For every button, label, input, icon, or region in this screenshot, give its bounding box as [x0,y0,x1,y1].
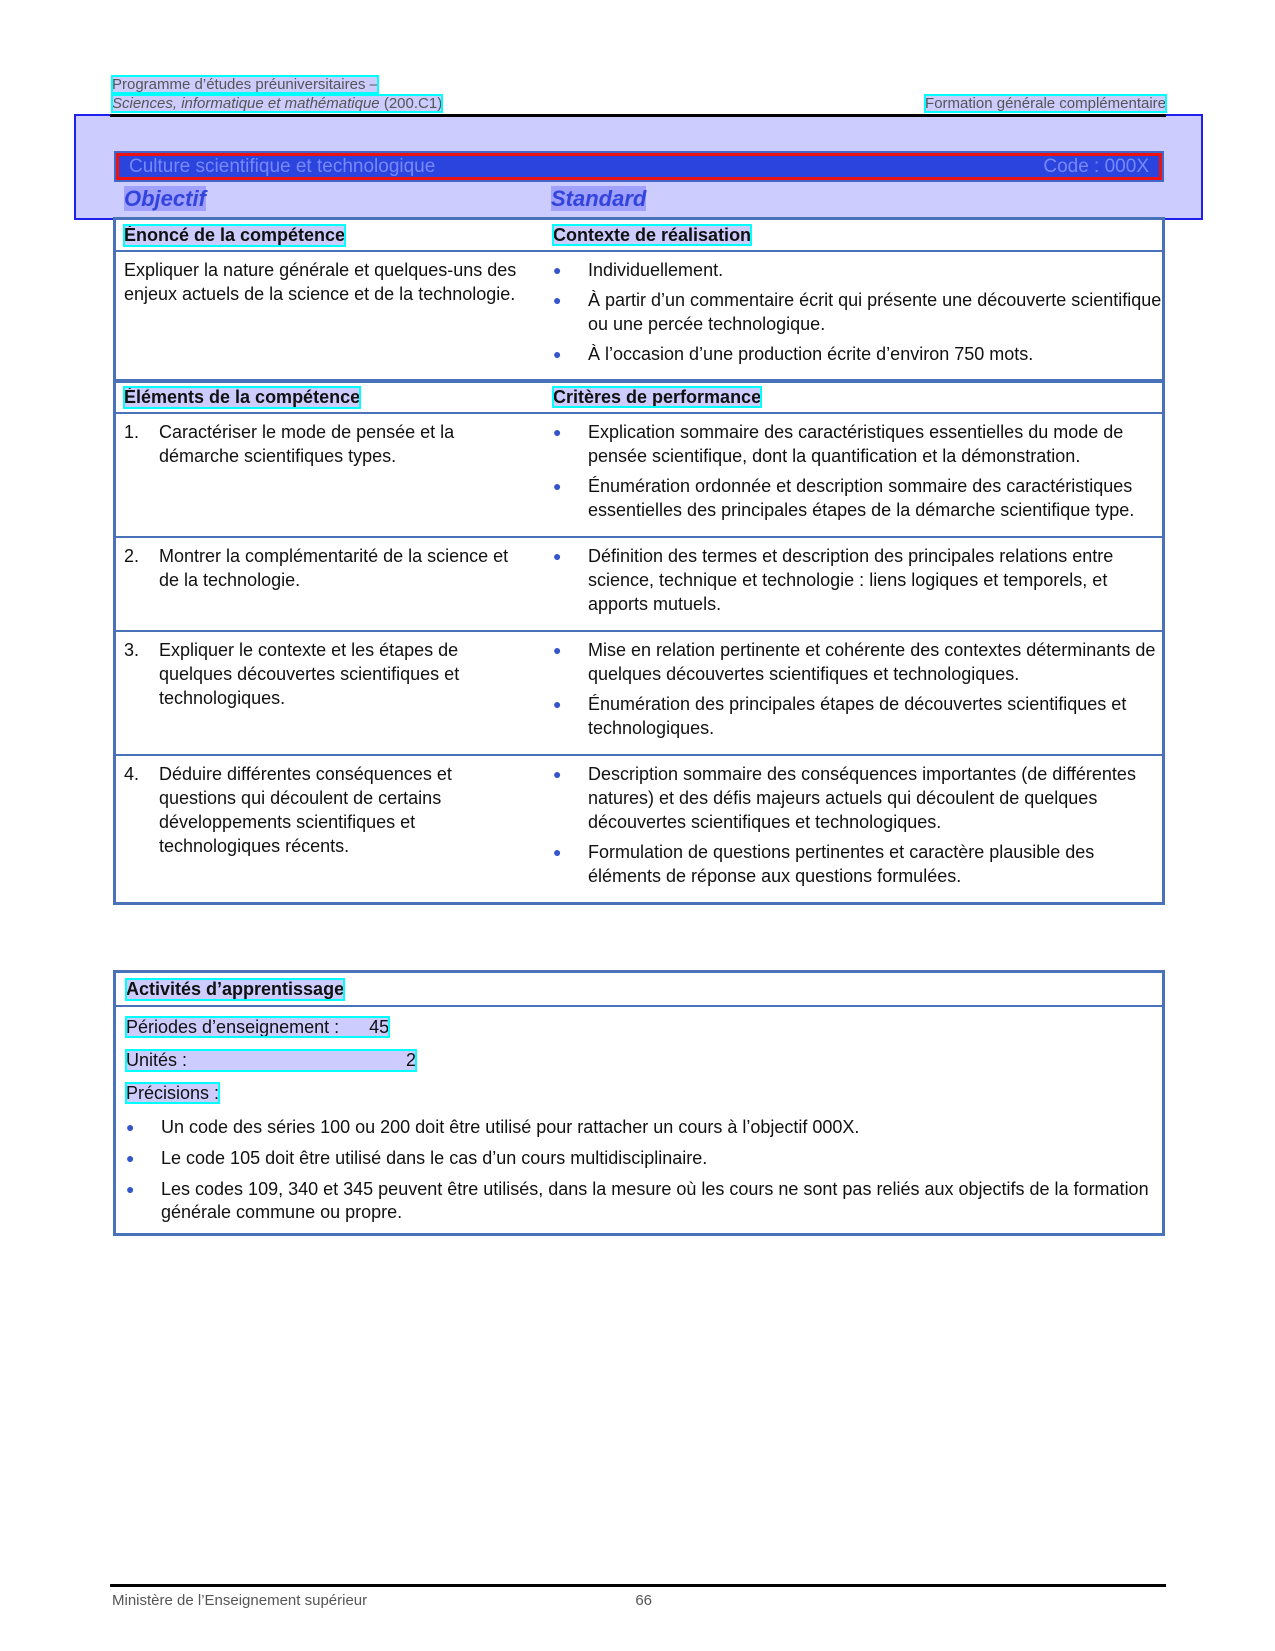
bullet-icon: ● [126,1181,135,1197]
competence-table [113,217,1165,383]
unites: Unités : 2 [126,1050,416,1070]
elements-table [113,379,1165,905]
elements-heading: Éléments de la compétence [124,386,361,407]
header-program-code: (200.C1) [379,95,443,112]
header-program-name: Sciences, informatique et mathématique [112,95,380,112]
bullet-icon: ● [553,478,562,494]
precision-item: ● Le code 105 doit être utilisé dans le cas d’un cours multidisciplinaire. [126,1148,708,1168]
element-row: 2. Montrer la complémentarité de la science et de la technologie. ● Définition des termes et description des principales relations entre science, technique et technologie : liens logiques et temporels, et apports mutuels. [116,538,1162,632]
activites-heading: Activités d’apprentissage [126,978,345,999]
bullet-icon: ● [553,346,562,362]
bullet-icon: ● [553,844,562,860]
course-title: Culture scientifique et technologique [129,155,436,177]
bullet-icon: ● [126,1119,135,1135]
bullet-icon: ● [553,548,562,564]
precisions-label: Précisions : [126,1083,220,1103]
standard-heading: Standard [551,186,647,211]
enonce-heading: Énoncé de la compétence [124,224,346,245]
precision-item: ● Un code des séries 100 ou 200 doit être utilisé pour rattacher un cours à l’objectif 000X. [126,1117,860,1137]
course-code: Code : 000X [1043,155,1149,177]
bullet-icon: ● [553,642,562,658]
element-row: 3. Expliquer le contexte et les étapes de quelques découvertes scientifiques et technologiques. ● Mise en relation pertinente et cohérente des contextes déterminants de quelques découvertes scientifiques et technologiques. ● Énumération des principales étapes de découvertes scientifiques et technologiques. [116,632,1162,756]
contexte-item: ● À l’occasion d’une production écrite d’environ 750 mots. [553,344,1034,364]
contexte-heading: Contexte de réalisation [553,224,752,245]
element-row: 4. Déduire différentes conséquences et questions qui découlent de certains développements scientifiques et technologiques récents. ● Description sommaire des conséquences importantes (de différentes natures) et des défis majeurs actuels qui découlent de quelques découvertes scientifiques et technologiques. ● Formulation de questions pertinentes et caractère plausible des éléments de réponse aux questions formulées. [124,764,1136,886]
header-line2 [112,95,1166,112]
bullet-icon: ● [553,696,562,712]
contexte-item: ● Individuellement. [553,260,724,280]
bullet-icon: ● [553,292,562,308]
page-number: 66 [635,1592,652,1609]
periodes: Périodes d’enseignement : 45 [126,1017,390,1037]
precision-item: ● Les codes 109, 340 et 345 peuvent être utilisés, dans la mesure où les cours ne sont pas reliés aux objectifs de la formation générale commune ou propre. [126,1179,1149,1222]
footer [112,1592,652,1609]
bullet-icon: ● [553,766,562,782]
contexte-item: ● À partir d’un commentaire écrit qui présente une découverte scientifique ou une percée technologique. [553,290,1162,334]
bullet-icon: ● [126,1150,135,1166]
criteres-heading: Critères de performance [553,386,762,407]
footer-rule [110,1584,1166,1587]
header-rule [110,114,1166,117]
header-right: Formation générale complémentaire [925,95,1166,112]
enonce-text: Expliquer la nature générale et quelques-uns des enjeux actuels de la science et de la technologie. [124,260,517,304]
footer-ministry: Ministère de l’Enseignement supérieur [112,1592,368,1609]
element-row: 1. Caractériser le mode de pensée et la démarche scientifiques types. ● Explication sommaire des caractéristiques essentielles du mode de pensée scientifique, dont la quantification et la démonstration. ● Énumération ordonnée et description sommaire des caractéristiques essentielles des principales étapes de la démarche scientifique type. [116,414,1162,538]
bullet-icon: ● [553,262,562,278]
course-title-bar [114,151,1164,182]
header-program: Programme d’études préuniversitaires – [112,76,378,93]
bullet-icon: ● [553,424,562,440]
activites-table [113,970,1165,1236]
objectif-heading: Objectif [124,186,206,211]
